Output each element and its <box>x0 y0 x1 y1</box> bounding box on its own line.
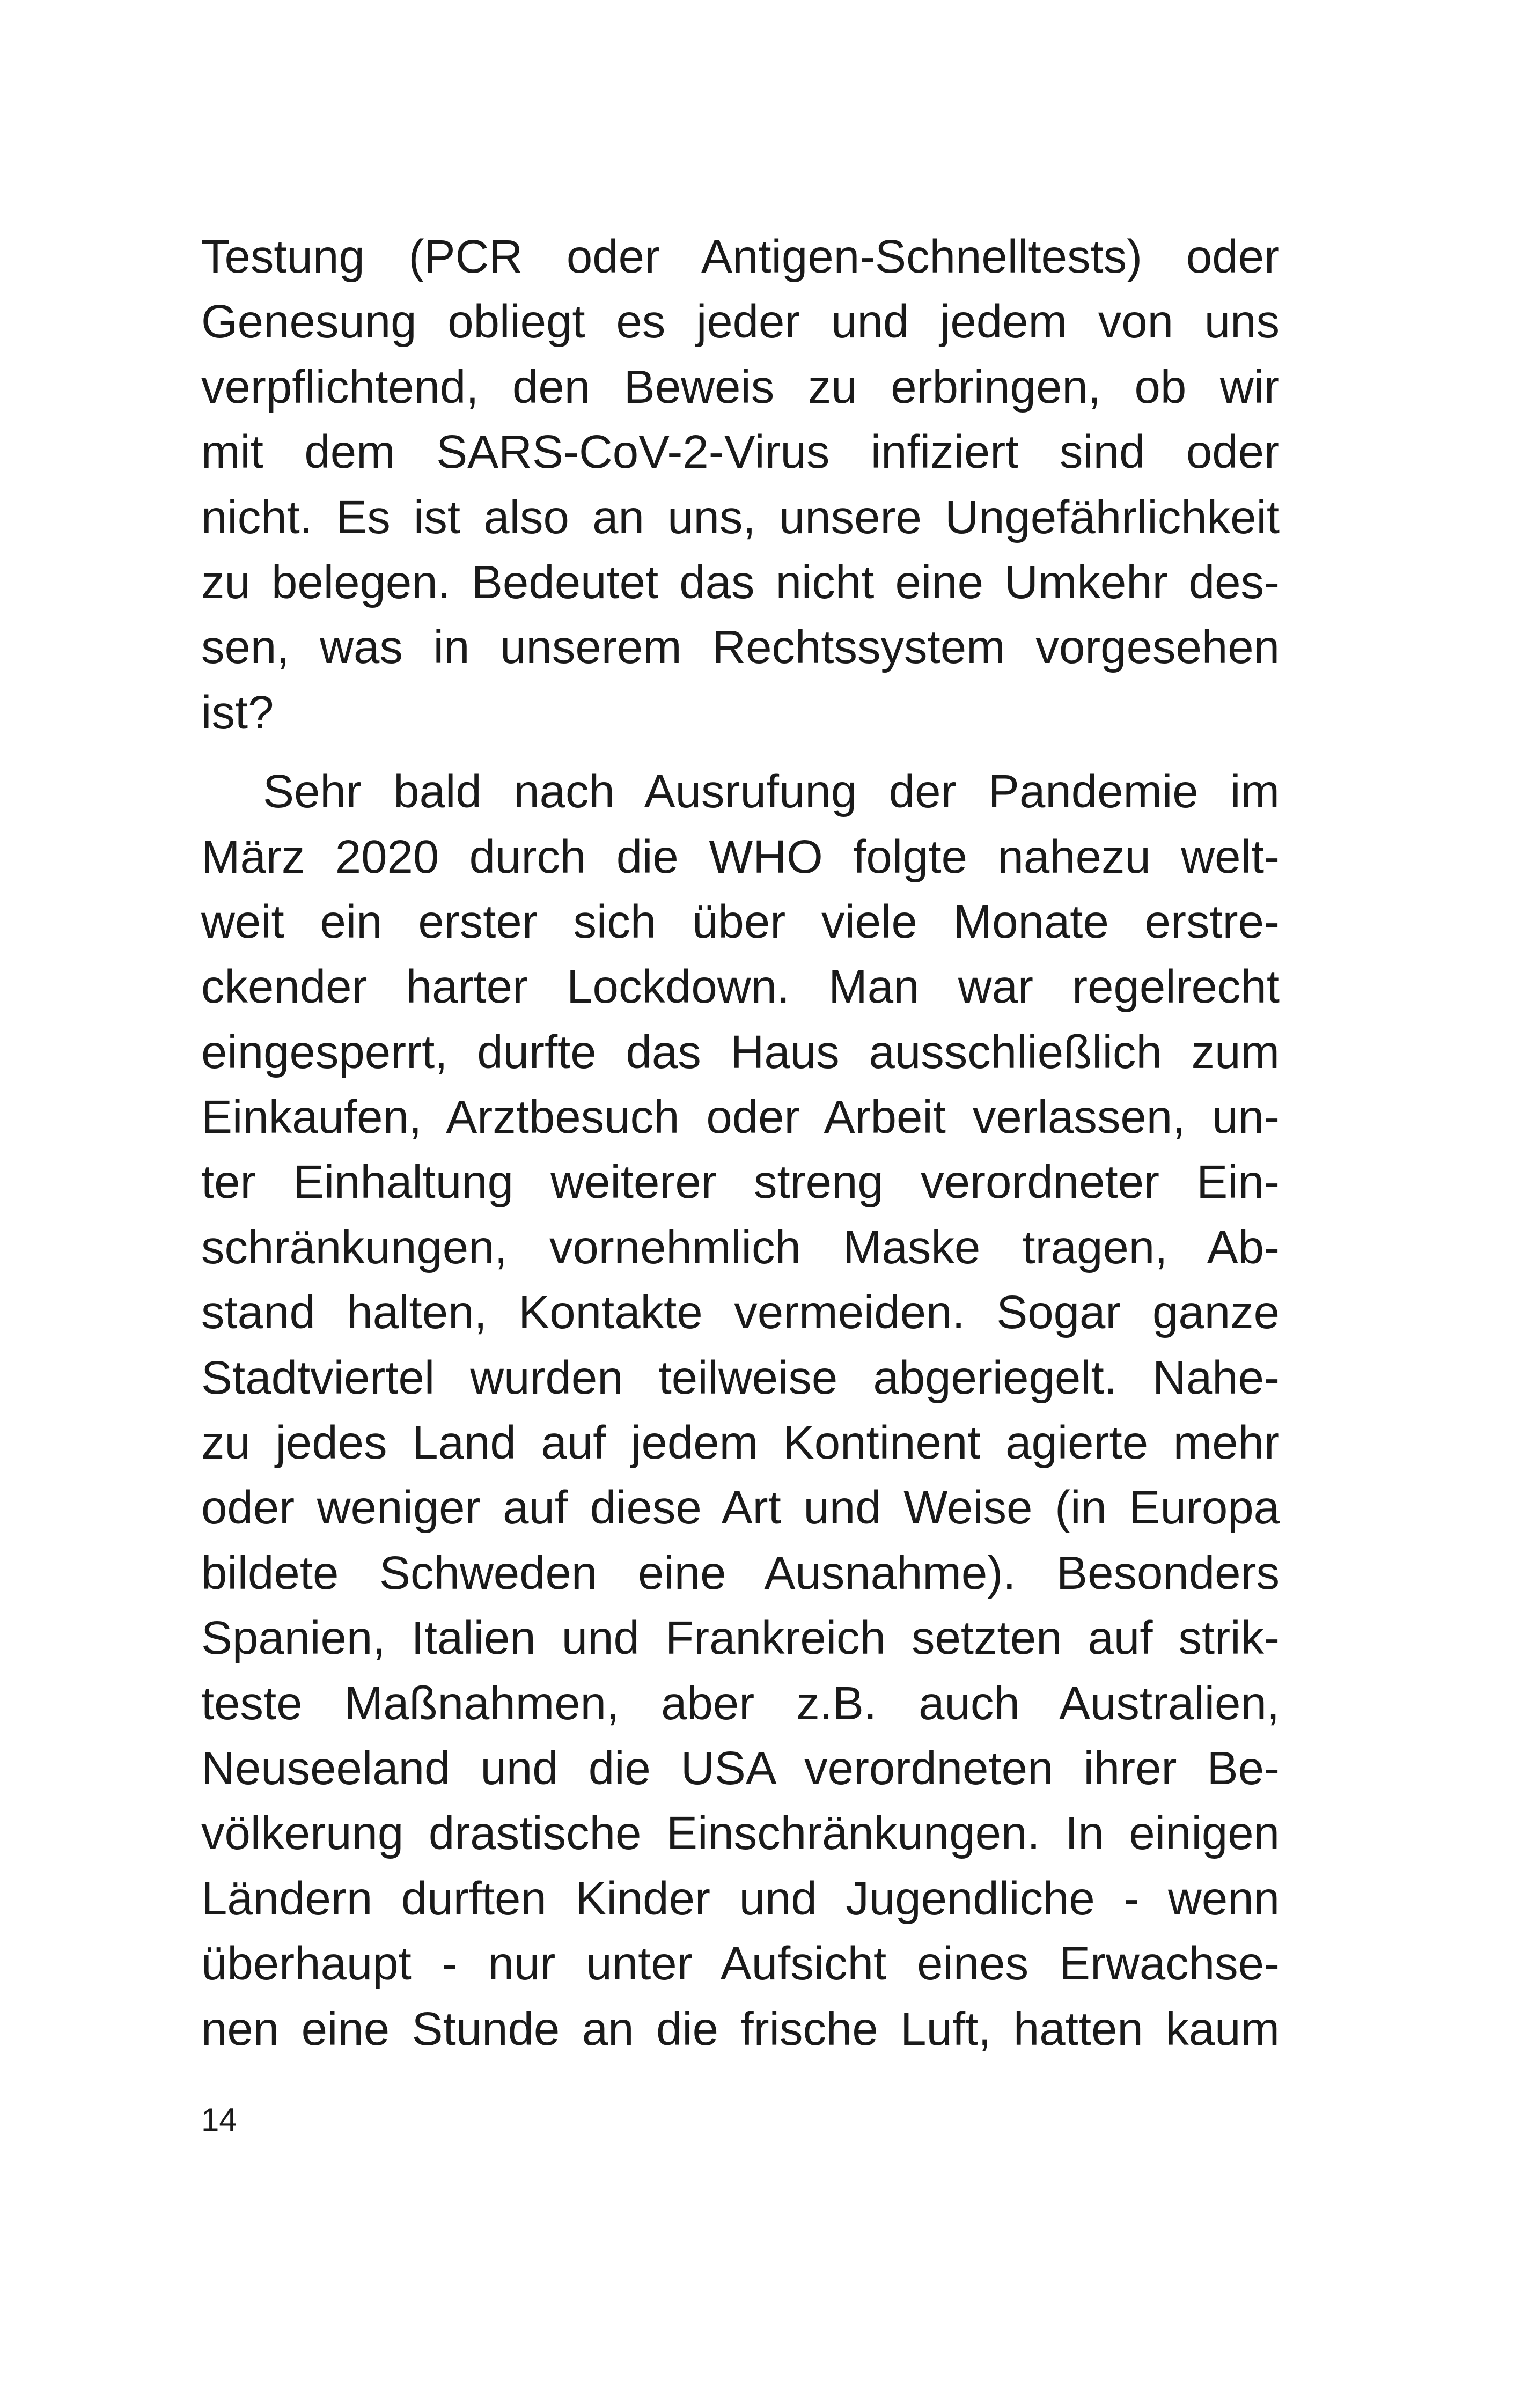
text-line: stand halten, Kontakte vermeiden. Sogar ganze <box>201 1286 1280 1339</box>
text-line: Testung (PCR oder Antigen-Schnelltests) oder <box>201 231 1280 283</box>
text-line: Spanien, Italien und Frankreich setzten auf strik- <box>201 1612 1280 1665</box>
text-line: ckender harter Lockdown. Man war regelrecht <box>201 961 1280 1013</box>
text-line: teste Maßnahmen, aber z.B. auch Australien, <box>201 1677 1280 1729</box>
text-line: weit ein erster sich über viele Monate erstre- <box>201 895 1280 948</box>
text-line: zu jedes Land auf jedem Kontinent agierte mehr <box>201 1417 1280 1469</box>
text-line: bildete Schweden eine Ausnahme). Besonders <box>201 1547 1280 1599</box>
text-line: Genesung obliegt es jeder und jedem von uns <box>201 296 1280 348</box>
text-line: ter Einhaltung weiterer streng verordneter Ein- <box>201 1156 1280 1209</box>
text-line: eingesperrt, durfte das Haus ausschließlich zum <box>201 1026 1280 1078</box>
text-line: völkerung drastische Einschränkungen. In einigen <box>201 1807 1280 1860</box>
text-line: Einkaufen, Arztbesuch oder Arbeit verlassen, un- <box>201 1091 1280 1144</box>
body-text <box>201 224 1280 2061</box>
page-number: 14 <box>201 2102 237 2138</box>
text-line: Sehr bald nach Ausrufung der Pandemie im <box>263 765 1280 818</box>
paragraph-1 <box>201 224 1280 745</box>
text-line: überhaupt - nur unter Aufsicht eines Erwachse- <box>201 1938 1280 1990</box>
paragraph-2 <box>201 759 1280 2061</box>
text-line: zu belegen. Bedeutet das nicht eine Umkehr des- <box>201 556 1280 608</box>
text-line: oder weniger auf diese Art und Weise (in Europa <box>201 1482 1280 1534</box>
text-line: ist? <box>201 686 274 739</box>
text-line: nicht. Es ist also an uns, unsere Ungefährlichkeit <box>201 491 1280 543</box>
text-line: Stadtviertel wurden teilweise abgeriegelt. Nahe- <box>201 1351 1280 1404</box>
text-line: schränkungen, vornehmlich Maske tragen, Ab- <box>201 1221 1280 1273</box>
text-line: Ländern durften Kinder und Jugendliche - wenn <box>201 1872 1280 1925</box>
text-line: März 2020 durch die WHO folgte nahezu welt- <box>201 830 1280 883</box>
text-line: mit dem SARS-CoV-2-Virus infiziert sind oder <box>201 426 1280 478</box>
text-line: verpflichtend, den Beweis zu erbringen, ob wir <box>201 360 1280 413</box>
text-line: sen, was in unserem Rechtssystem vorgesehen <box>201 621 1280 674</box>
text-line: Neuseeland und die USA verordneten ihrer Be- <box>201 1742 1280 1794</box>
text-line: nen eine Stunde an die frische Luft, hatten kaum <box>201 2002 1280 2055</box>
paragraph-gap <box>201 745 1280 759</box>
